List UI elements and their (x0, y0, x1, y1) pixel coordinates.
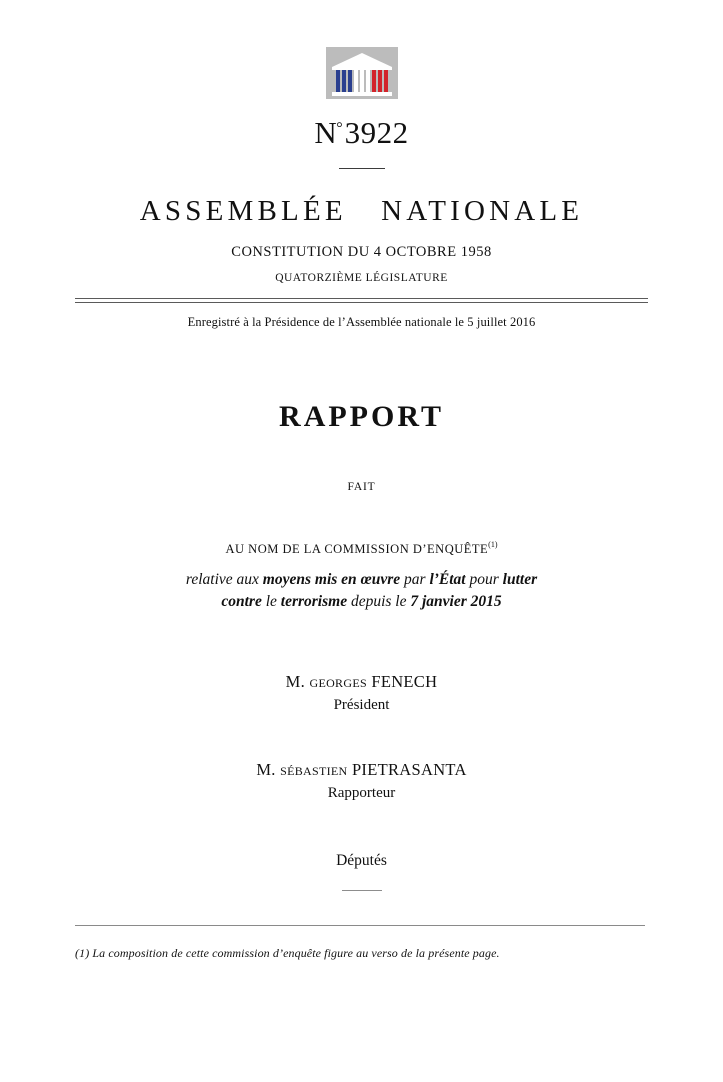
person-first-name: sébastien (280, 759, 348, 779)
person-role: Rapporteur (327, 784, 396, 801)
person-rapporteur (75, 760, 648, 802)
person-role: Président (333, 696, 390, 713)
report-subject (75, 569, 648, 614)
ordinal-mark: ° (336, 120, 343, 137)
subject-emphasis: l’État (429, 571, 466, 588)
report-subject-line-1 (75, 569, 648, 591)
subject-text: depuis le (347, 593, 411, 611)
commission-label: AU NOM DE LA COMMISSION D’ENQUÊTE (225, 542, 489, 556)
assembly-title: ASSEMBLÉE NATIONALE (139, 195, 584, 227)
footnote-text: (1) La composition de cette commission d’enquête figure au verso de la présente page. (75, 946, 500, 960)
report-number-prefix: N (314, 115, 338, 150)
subject-text: pour (465, 571, 503, 588)
person-name (75, 672, 648, 692)
report-number (75, 117, 648, 148)
person-name (75, 760, 648, 780)
person-last-name: PIETRASANTA (351, 759, 467, 779)
report-subject-line-2 (75, 591, 648, 613)
divider-footnote (75, 925, 645, 926)
subject-text: le (261, 593, 281, 611)
logo-container (75, 0, 648, 99)
divider-double (75, 298, 648, 303)
person-honorific: M. (256, 759, 281, 779)
deputes-label: Députés (336, 851, 387, 869)
footnote-marker: (1) (488, 540, 498, 549)
fait-label: FAIT (347, 481, 376, 493)
assemblee-nationale-emblem-icon (326, 47, 398, 99)
subject-emphasis: contre (221, 593, 262, 611)
page-title: RAPPORT (279, 400, 444, 433)
subject-emphasis: 7 janvier 2015 (410, 593, 502, 611)
legislature-line: QUATORZIÈME LÉGISLATURE (275, 272, 448, 284)
subject-emphasis: moyens mis en œuvre (262, 571, 401, 588)
subject-text: par (400, 571, 430, 588)
subject-emphasis: terrorisme (280, 593, 348, 611)
constitution-line: CONSTITUTION DU 4 OCTOBRE 1958 (231, 244, 492, 260)
person-last-name: FENECH (371, 671, 438, 691)
divider-under-number (339, 168, 385, 169)
person-honorific: M. (285, 671, 310, 691)
report-number-value: 3922 (344, 115, 409, 150)
registration-line: Enregistré à la Présidence de l’Assemblée nationale le 5 juillet 2016 (187, 315, 536, 329)
subject-text: relative aux (185, 571, 263, 588)
footnote-area (75, 925, 645, 961)
person-president (75, 672, 648, 714)
person-first-name: georges (309, 671, 367, 691)
divider-under-deputes (342, 890, 382, 891)
subject-emphasis: lutter (502, 571, 538, 588)
commission-line (75, 540, 648, 557)
